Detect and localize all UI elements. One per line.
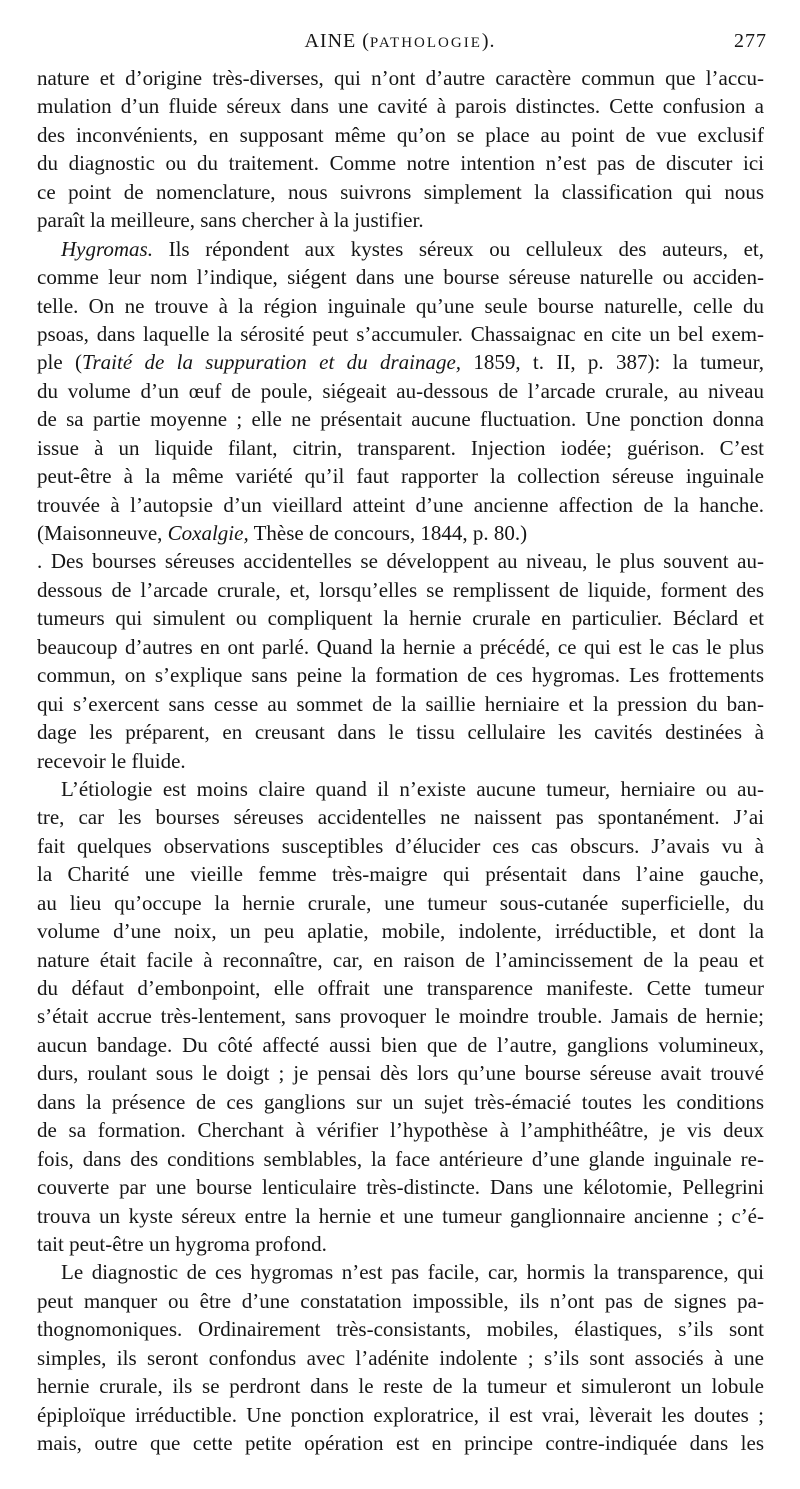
text-line: dans la présence de ces ganglions sur un sujet très-émacié toutes les conditions [37, 1089, 764, 1114]
text-span: Thèse de concours, 1844, p. 80.) [253, 521, 528, 545]
text-line: du défaut d’embonpoint, elle offrait une transparence manifeste. Cette tumeur [37, 976, 764, 1000]
text-line: de sa formation. Cherchant à vérifier l’hypothèse à l’amphithéâtre, je vis deux [37, 1118, 764, 1143]
text-span: 1859, t. II, p. 387): la tumeur, [473, 350, 764, 375]
text-line: la Charité une vieille femme très-maigre qui présentait dans l’aine gauche, [37, 862, 764, 887]
text-line: issue à un liquide filant, citrin, transparent. Injection iodée; guérison. C’est [37, 435, 764, 460]
text-line: L’étiologie est moins claire quand il n’existe aucune tumeur, herniaire ou au- [61, 776, 764, 801]
running-title-end: ). [481, 30, 496, 52]
text-line: couverte par une bourse lenticulaire très-distincte. Dans une kélotomie, Pellegrini [37, 1175, 764, 1200]
text-line: durs, roulant sous le doigt ; je pensai dès lors qu’une bourse séreuse avait trouvé [37, 1061, 764, 1086]
text-line: tumeurs qui simulent ou compliquent la hernie crurale en particulier. Béclard et [37, 606, 764, 631]
page-number: 277 [734, 30, 767, 52]
text-line: tre, car les bourses séreuses accidentelles ne naissent pas spontanément. J’ai [37, 805, 764, 830]
text-line: peut-être à la même variété qu’il faut rapporter la collection séreuse inguinale [37, 464, 764, 489]
text-line: paraît la meilleure, sans chercher à la justifier. [37, 208, 424, 233]
text-line: fois, dans des conditions semblables, la face antérieure d’une glande inguinale re- [37, 1146, 764, 1171]
section-label-hygromas: Hygromas. [61, 236, 153, 261]
text-line: hernie crurale, ils se perdront dans le reste de la tumeur et simuleront un lobule [37, 1374, 764, 1399]
text-line: recevoir le fluide. [37, 748, 186, 773]
text-line: beaucoup d’autres en ont parlé. Quand la hernie a précédé, ce qui est le cas le plus [37, 634, 764, 659]
text-line: épiploïque irréductible. Une ponction exploratrice, il est vrai, lèverait les doutes ; [37, 1402, 764, 1427]
text-line: commun, on s’explique sans peine la formation de ces hygromas. Les frottements [37, 663, 764, 688]
text-line: volume d’une noix, un peu aplatie, mobile, indolente, irréductible, et dont la [37, 919, 764, 944]
text-line: dessous de l’arcade crurale, et, lorsqu’elles se remplissent de liquide, forment des [37, 577, 764, 602]
text-line: de sa partie moyenne ; elle ne présentait aucune fluctuation. Une ponction donna [37, 407, 764, 432]
body-text [37, 64, 764, 1457]
text-line: comme leur nom l’indique, siégent dans une bourse séreuse naturelle ou acciden- [37, 265, 764, 290]
running-header [0, 30, 800, 56]
text-line: nature et d’origine très-diverses, qui n’ont d’autre caractère commun que l’accu- [37, 66, 764, 90]
text-line: mulation d’un fluide séreux dans une cavité à parois distinctes. Cette confusion a [37, 94, 764, 119]
text-line: psoas, dans laquelle la sérosité peut s’accumuler. Chassaignac en cite un bel exem- [37, 321, 764, 346]
citation-title: Traité de la suppuration et du drainage, [81, 350, 462, 375]
text-line: Le diagnostic de ces hygromas n’est pas facile, car, hormis la transparence, qui [61, 1260, 764, 1285]
text-line: nature était facile à reconnaître, car, en raison de l’amincissement de la peau et [37, 947, 764, 972]
text-line: mais, outre que cette petite opération est en principe contre-indiquée dans les [37, 1431, 764, 1455]
text-line: dage les préparent, en creusant dans le tissu cellulaire les cavités destinées à [37, 720, 764, 745]
text-line: . Des bourses séreuses accidentelles se développent au niveau, le plus souvent au- [37, 549, 764, 574]
text-line: s’était accrue très-lentement, sans provoquer le moindre trouble. Jamais de hernie; [37, 1004, 764, 1029]
text-line: trouvée à l’autopsie d’un vieillard atteint d’une ancienne affection de la hanche. [37, 492, 764, 517]
text-line [37, 235, 764, 263]
text-line [37, 519, 764, 547]
citation-title: Coxalgie, [167, 521, 249, 545]
text-line: aucun bandage. Du côté affecté aussi bien que de l’autre, ganglions volumineux, [37, 1032, 764, 1057]
text-span: Ils répondent aux kystes séreux ou celluleux des auteurs, et, [168, 236, 764, 261]
text-line: du diagnostic ou du traitement. Comme notre intention n’est pas de discuter ici [37, 151, 764, 176]
text-line: ce point de nomenclature, nous suivrons simplement la classification qui nous [37, 179, 764, 204]
text-span: (Maisonneuve, [37, 521, 168, 545]
text-line: au lieu qu’occupe la hernie crurale, une tumeur sous-cutanée superficielle, du [37, 890, 764, 915]
text-line [37, 348, 764, 376]
text-line: peut manquer ou être d’une constatation impossible, ils n’ont pas de signes pa- [37, 1288, 764, 1313]
text-line: trouva un kyste séreux entre la hernie et une tumeur ganglionnaire ancienne ; c’é- [37, 1203, 764, 1228]
running-title [0, 30, 800, 53]
text-line: fait quelques observations susceptibles d’élucider ces cas obscurs. J’avais vu à [37, 833, 764, 858]
text-line: thognomoniques. Ordinairement très-consistants, mobiles, élastiques, s’ils sont [37, 1317, 764, 1342]
text-line: simples, ils seront confondus avec l’adénite indolente ; s’ils sont associés à une [37, 1345, 764, 1370]
text-line: telle. On ne trouve à la région inguinale qu’une seule bourse naturelle, celle du [37, 293, 764, 318]
text-line: qui s’exercent sans cesse au sommet de la saillie herniaire et la pression du ban- [37, 691, 764, 716]
text-line: tait peut-être un hygroma profond. [37, 1231, 327, 1256]
running-title-sub: PATHOLOGIE [369, 35, 482, 51]
text-line: du volume d’un œuf de poule, siégeait au-dessous de l’arcade crurale, au niveau [37, 378, 764, 403]
running-title-main: AINE ( [304, 30, 370, 52]
text-span: ple ( [37, 350, 82, 375]
text-line: des inconvénients, en supposant même qu’on se place au point de vue exclusif [37, 122, 764, 147]
